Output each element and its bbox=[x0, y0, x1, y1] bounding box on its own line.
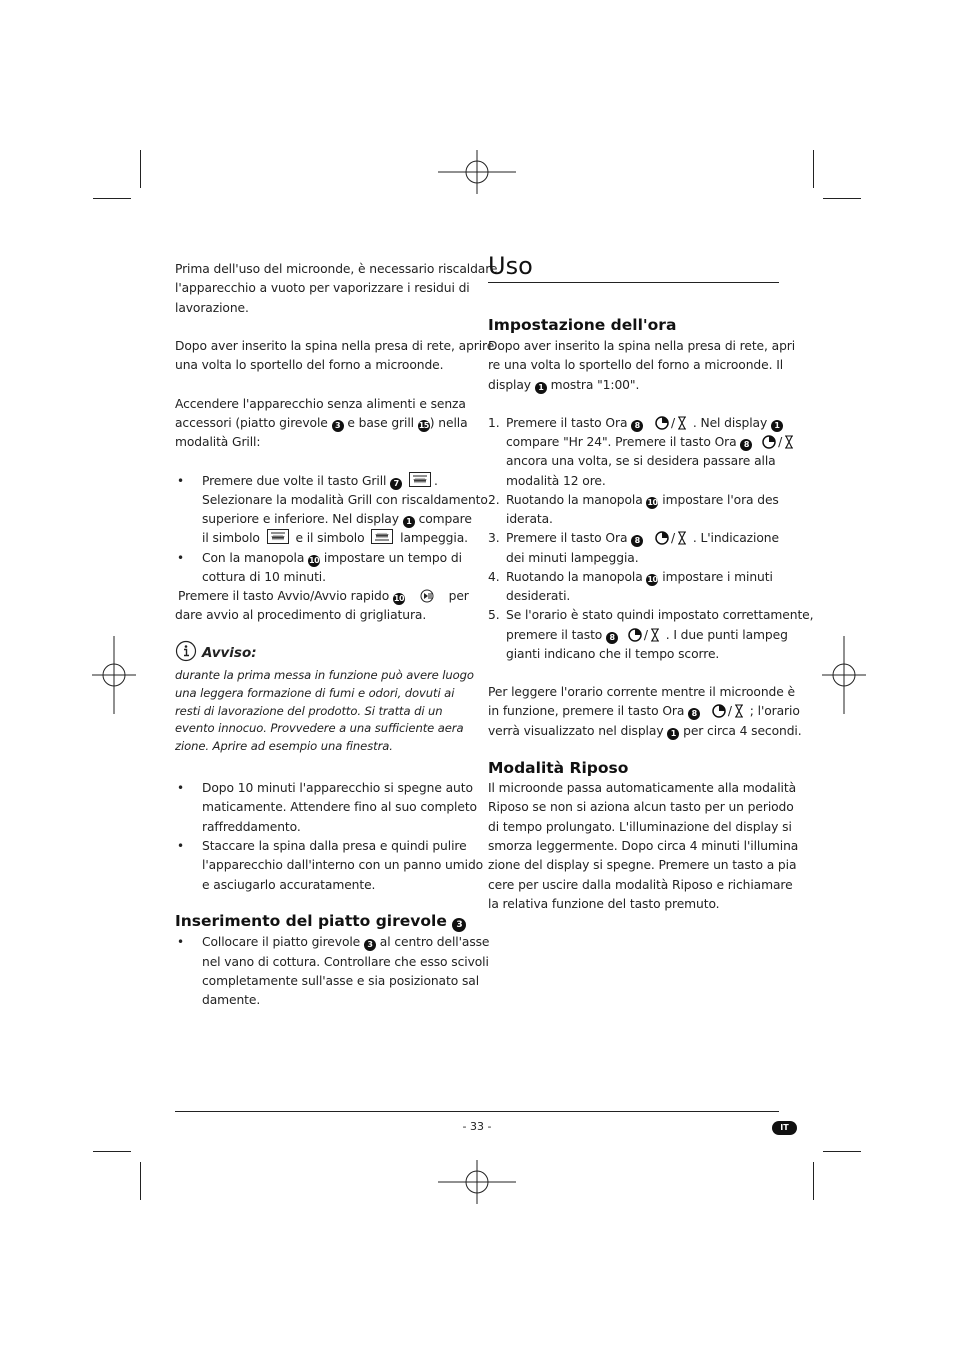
ref-grill-key: 7 bbox=[390, 478, 402, 490]
paragraph-line bbox=[488, 376, 639, 395]
language-badge: IT bbox=[772, 1121, 797, 1135]
text-run: ; l'orario bbox=[749, 704, 800, 718]
paragraph-line: re una volta lo sportello del forno a microonde. Il bbox=[488, 358, 784, 372]
notice-line: resti di lavorazione del prodotto. Si tratta di un bbox=[175, 704, 443, 718]
text-run: e base grill bbox=[347, 416, 414, 430]
bullet: • bbox=[177, 781, 185, 795]
crop-mark bbox=[813, 1162, 814, 1200]
text-run: Premere il tasto Ora bbox=[506, 531, 628, 545]
text-run: . L'indicazione bbox=[692, 531, 779, 545]
text-run: Con la manopola bbox=[202, 551, 305, 565]
paragraph-line: desiderati. bbox=[506, 589, 571, 603]
grill-icon bbox=[409, 472, 431, 487]
paragraph-line bbox=[488, 722, 802, 741]
paragraph-line: Se l'orario è stato quindi impostato correttamente, bbox=[506, 608, 814, 622]
ref-knob: 10 bbox=[647, 498, 658, 507]
paragraph-line: ancora una volta, se si desidera passare alla bbox=[506, 454, 776, 468]
paragraph-line: modalità Grill: bbox=[175, 435, 261, 449]
paragraph-line: modalità 12 ore. bbox=[506, 474, 606, 488]
text-run: premere il tasto bbox=[506, 628, 603, 642]
crop-mark bbox=[93, 198, 131, 199]
notice-line: durante la prima messa in funzione può avere luogo bbox=[175, 668, 474, 682]
paragraph-line: zione del display si spegne. Premere un tasto a pia bbox=[488, 858, 797, 872]
paragraph-line: Dopo aver inserito la spina nella presa di rete, aprire bbox=[175, 339, 495, 353]
section-heading: Impostazione dell'ora bbox=[488, 316, 677, 334]
paragraph-line: cere per uscire dalla modalità Riposo e richiamare bbox=[488, 878, 793, 892]
text-run: verrà visualizzato nel display bbox=[488, 724, 664, 738]
step-number: 2. bbox=[488, 493, 500, 507]
notice-title: Avviso: bbox=[202, 645, 257, 661]
paragraph-line: nel vano di cottura. Controllare che esso scivoli bbox=[202, 955, 489, 969]
paragraph-line: iderata. bbox=[506, 512, 553, 526]
text-run: per bbox=[448, 589, 469, 603]
ref-time-key: 8 bbox=[631, 535, 643, 547]
ref-time-key: 8 bbox=[688, 708, 700, 720]
text-run: Ruotando la manopola bbox=[506, 570, 643, 584]
slash: / bbox=[778, 435, 783, 449]
paragraph-line: lavorazione. bbox=[175, 301, 249, 315]
paragraph-line: maticamente. Attendere fino al suo completo bbox=[202, 800, 477, 814]
crop-mark bbox=[93, 1151, 131, 1152]
paragraph-line: dei minuti lampeggia. bbox=[506, 551, 639, 565]
paragraph-line bbox=[202, 933, 489, 952]
paragraph-line bbox=[506, 568, 773, 587]
ref-turntable: 3 bbox=[452, 918, 466, 932]
paragraph-line: Prima dell'uso del microonde, è necessario riscaldare bbox=[175, 262, 498, 276]
text-run: . bbox=[433, 474, 438, 488]
clock-icon bbox=[655, 531, 669, 545]
paragraph-line: Dopo aver inserito la spina nella presa di rete, apri bbox=[488, 339, 796, 353]
paragraph-line: cottura di 10 minuti. bbox=[202, 570, 326, 584]
crop-mark bbox=[140, 1162, 141, 1200]
info-icon bbox=[175, 640, 197, 662]
ref-display: 1 bbox=[771, 420, 783, 432]
paragraph-line: Selezionare la modalità Grill con riscaldamento bbox=[202, 493, 488, 507]
text-run: . I due punti lampeg bbox=[665, 628, 788, 642]
paragraph-line: completamente sull'asse e sia posizionato sal bbox=[202, 974, 480, 988]
grill-bottom-icon bbox=[371, 529, 393, 544]
text-run: accessori (piatto girevole bbox=[175, 416, 328, 430]
ref-knob: 10 bbox=[309, 556, 320, 565]
ref-display: 1 bbox=[535, 382, 547, 394]
ref-grill-base: 15 bbox=[418, 421, 429, 430]
bullet: • bbox=[177, 474, 185, 488]
bullet: • bbox=[177, 935, 185, 949]
ref-turntable: 3 bbox=[364, 939, 376, 951]
paragraph-line: damente. bbox=[202, 993, 261, 1007]
paragraph-line bbox=[175, 414, 468, 433]
text-run: compare bbox=[418, 512, 472, 526]
text-run: superiore e inferiore. Nel display bbox=[202, 512, 399, 526]
notice-line: evento innocuo. Provvedere a una sufficiente aera bbox=[175, 721, 464, 735]
page-title: Uso bbox=[488, 252, 533, 280]
hourglass-icon bbox=[784, 435, 794, 449]
footer-rule bbox=[175, 1111, 779, 1112]
paragraph-line bbox=[488, 702, 800, 721]
paragraph-line: Staccare la spina dalla presa e quindi pulire bbox=[202, 839, 467, 853]
clock-icon bbox=[712, 704, 726, 718]
text-run: in funzione, premere il tasto Ora bbox=[488, 704, 685, 718]
registration-mark bbox=[92, 636, 136, 714]
ref-display: 1 bbox=[403, 516, 415, 528]
hourglass-icon bbox=[734, 704, 744, 718]
paragraph-line: Dopo 10 minuti l'apparecchio si spegne auto bbox=[202, 781, 473, 795]
text-run: impostare un tempo di bbox=[323, 551, 462, 565]
ref-display: 1 bbox=[667, 728, 679, 740]
text-run: il simbolo bbox=[202, 531, 260, 545]
paragraph-line: la relativa funzione del tasto premuto. bbox=[488, 897, 720, 911]
text-run: Premere due volte il tasto Grill bbox=[202, 474, 387, 488]
paragraph-line: Per leggere l'orario corrente mentre il microonde è bbox=[488, 685, 795, 699]
text-run: . Nel display bbox=[692, 416, 768, 430]
paragraph-line: Il microonde passa automaticamente alla modalità bbox=[488, 781, 797, 795]
paragraph-line bbox=[202, 549, 462, 568]
grill-icon bbox=[267, 529, 289, 544]
paragraph-line bbox=[202, 510, 472, 529]
text-run: Premere il tasto Avvio/Avvio rapido bbox=[178, 589, 390, 603]
page-number: - 33 - bbox=[462, 1120, 492, 1133]
crop-mark bbox=[823, 1151, 861, 1152]
hourglass-icon bbox=[677, 531, 687, 545]
section-heading: Modalità Riposo bbox=[488, 759, 629, 777]
crop-mark bbox=[823, 198, 861, 199]
text-run: mostra "1:00". bbox=[550, 378, 640, 392]
ref-turntable: 3 bbox=[332, 420, 344, 432]
ref-time-key: 8 bbox=[740, 439, 752, 451]
registration-mark bbox=[822, 636, 866, 714]
slash: / bbox=[671, 416, 676, 430]
paragraph-line bbox=[506, 626, 788, 645]
text-run: e il simbolo bbox=[295, 531, 365, 545]
paragraph-line: e asciugarlo accuratamente. bbox=[202, 878, 376, 892]
crop-mark bbox=[140, 150, 141, 188]
clock-icon bbox=[655, 416, 669, 430]
paragraph-line: Accendere l'apparecchio senza alimenti e senza bbox=[175, 397, 466, 411]
text-run: compare "Hr 24". Premere il tasto Ora bbox=[506, 435, 737, 449]
text-run: display bbox=[488, 378, 531, 392]
text-run: Premere il tasto Ora bbox=[506, 416, 628, 430]
ref-knob: 10 bbox=[647, 575, 658, 584]
text-run: impostare l'ora des bbox=[662, 493, 779, 507]
paragraph-line bbox=[202, 529, 468, 548]
paragraph-line bbox=[506, 414, 783, 433]
paragraph-line bbox=[506, 491, 779, 510]
ref-time-key: 8 bbox=[631, 420, 643, 432]
paragraph-line bbox=[506, 433, 796, 452]
paragraph-line: l'apparecchio dall'interno con un panno umido bbox=[202, 858, 484, 872]
text-run: impostare i minuti bbox=[662, 570, 773, 584]
notice-line: zione. Aprire ad esempio una finestra. bbox=[175, 739, 393, 753]
step-number: 3. bbox=[488, 531, 500, 545]
bullet: • bbox=[177, 839, 185, 853]
slash: / bbox=[671, 531, 676, 545]
paragraph-line: gianti indicano che il tempo scorre. bbox=[506, 647, 720, 661]
step-number: 4. bbox=[488, 570, 500, 584]
text-run: ) nella bbox=[429, 416, 468, 430]
text-run: Ruotando la manopola bbox=[506, 493, 643, 507]
clock-icon bbox=[628, 628, 642, 642]
paragraph-line bbox=[178, 587, 469, 606]
ref-time-key: 8 bbox=[606, 632, 618, 644]
text-run: per circa 4 secondi. bbox=[683, 724, 802, 738]
paragraph-line: di tempo prolungato. L'illuminazione del display si bbox=[488, 820, 792, 834]
notice-line: una leggera formazione di fumi e odori, dovuti ai bbox=[175, 686, 455, 700]
paragraph-line: l'apparecchio a vuoto per vaporizzare i residui di bbox=[175, 281, 470, 295]
paragraph-line: dare avvio al procedimento di grigliatura. bbox=[175, 608, 427, 622]
hourglass-icon bbox=[677, 416, 687, 430]
paragraph-line: smorza leggermente. Dopo circa 4 minuti l'illumina bbox=[488, 839, 799, 853]
paragraph-line bbox=[202, 472, 438, 491]
text-run: lampeggia. bbox=[400, 531, 468, 545]
start-icon bbox=[415, 589, 439, 603]
section-heading bbox=[175, 912, 466, 932]
paragraph-line: raffreddamento. bbox=[202, 820, 301, 834]
step-number: 5. bbox=[488, 608, 500, 622]
slash: / bbox=[643, 628, 648, 642]
crop-mark bbox=[813, 150, 814, 188]
registration-mark bbox=[438, 150, 516, 194]
bullet: • bbox=[177, 551, 185, 565]
heading-text: Inserimento del piatto girevole bbox=[175, 912, 447, 930]
ref-knob: 10 bbox=[393, 594, 405, 603]
paragraph-line bbox=[506, 529, 779, 548]
paragraph-line: una volta lo sportello del forno a microonde. bbox=[175, 358, 444, 372]
clock-icon bbox=[762, 435, 776, 449]
hourglass-icon bbox=[650, 628, 660, 642]
text-run: al centro dell'asse bbox=[379, 935, 490, 949]
title-rule bbox=[488, 282, 779, 283]
text-run: Collocare il piatto girevole bbox=[202, 935, 361, 949]
paragraph-line: Riposo se non si aziona alcun tasto per un periodo bbox=[488, 800, 794, 814]
step-number: 1. bbox=[488, 416, 500, 430]
slash: / bbox=[727, 704, 732, 718]
registration-mark bbox=[438, 1160, 516, 1204]
